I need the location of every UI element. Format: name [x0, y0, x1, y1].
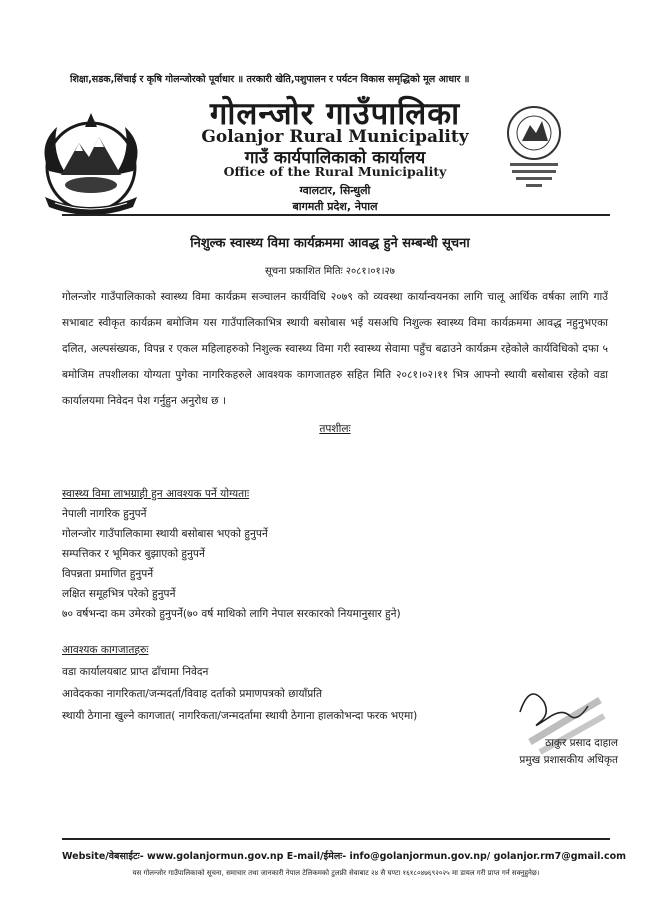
list-item: ७० वर्षभन्दा कम उमेरको हुनुपर्ने(७० वर्ष माथिको लागि नेपाल सरकारको नियमानुसार हुने)	[62, 608, 401, 620]
footer-contact: Website/वेबसाईटः- www.golanjormun.gov.np E-mail/ईमेलः- info@golanjormun.gov.np/ golanjor.rm7@gmail.com	[62, 851, 627, 862]
motto-line: शिक्षा,सडक,सिंचाई र कृषि गोलन्जोरको पूर्वाधार ॥ तरकारी खेति,पशुपालन र पर्यटन विकास समृद्धिको मूल आधार ॥	[70, 74, 470, 85]
nepal-emblem-icon	[27, 105, 155, 220]
list-item: नेपाली नागरिक हुनुपर्ने	[62, 508, 147, 520]
documents-heading: आवश्यक कागजातहरुः	[62, 644, 149, 656]
list-item: गोलन्जोर गाउँपालिकामा स्थायी बसोबास भएको हुनुपर्ने	[62, 528, 268, 540]
list-item: लक्षित समूहभित्र परेको हुनुपर्ने	[62, 588, 176, 600]
address-line-2: बागमती प्रदेश, नेपाल	[292, 200, 378, 213]
footer-note: यस गोलन्जोर गाउँपालिकाको सूचना, समाचार तथा जानकारी नेपाल टेलिकमको टुलफ्री सेवाबाट २४ सै घण्टा १६१८०४७६९२०२५ मा डायल गरी प्राप्त गर्न सक्नुहुनेछ।	[132, 869, 540, 877]
published-date: सूचना प्रकाशित मितिः २०८१।०१।२७	[265, 266, 395, 277]
tapashil-heading: तपशीलः	[319, 423, 351, 435]
notice-body	[62, 284, 608, 442]
signatory-name: ठाकुर प्रसाद दाहाल	[545, 737, 618, 749]
list-item: सम्पत्तिकर र भूमिकर बुझाएको हुनुपर्ने	[62, 548, 205, 560]
office-seal-icon	[500, 103, 568, 193]
header-divider	[62, 214, 610, 216]
eligibility-section	[62, 484, 608, 624]
notice-title: निशुल्क स्वास्थ्य विमा कार्यक्रममा आवद्ध हुने सम्बन्धी सूचना	[190, 236, 470, 251]
footer-divider	[62, 838, 610, 840]
signatory-title: प्रमुख प्रशासकीय अधिकृत	[519, 754, 618, 766]
eligibility-heading: स्वास्थ्य विमा लाभग्राही हुन आवश्यक पर्ने योग्यताः	[62, 488, 250, 500]
list-item: आवेदकका नागरिकता/जन्मदर्ता/विवाह दर्ताको प्रमाणपत्रको छायाँप्रति	[62, 688, 323, 700]
municipality-name-np: गोलन्जोर गाउँपालिका	[209, 96, 461, 132]
address-line-1: ग्वालटार, सिन्धुली	[299, 184, 371, 197]
list-item: वडा कार्यालयबाट प्राप्त ढाँचामा निवेदन	[62, 666, 209, 678]
list-item: स्थायी ठेगाना खुल्ने कागजात( नागरिकता/जन्मदर्तामा स्थायी ठेगाना हालकोभन्दा फरक भएमा)	[62, 710, 418, 722]
list-item: विपन्नता प्रमाणित हुनुपर्ने	[62, 568, 154, 580]
documents-section	[62, 639, 502, 727]
municipality-name-en: Golanjor Rural Municipality	[201, 127, 469, 147]
notice-paragraph: गोलन्जोर गाउँपालिकाको स्वास्थ्य विमा कार्यक्रम सञ्चालन कार्यविधि २०७९ को व्यवस्था कार्यान्वयनका लागि चालू आर्थिक वर्षका लागि गाउँ सभाबाट स्वीकृत कार्यक्रम बमोजिम यस गाउँपालिकाभित्र स्थायी बसोबास भई यसअघि निशुल्क स्वास्थ्य विमा कार्यक्रममा आवद्ध नहुनुभएका दलित, अल्पसंख्यक, विपन्न र एकल महिलाहरुको निशुल्क स्वास्थ्य विमा गरी स्वास्थ्य सेवामा पहुँच बढाउने कार्यक्रम रहेकोले कार्यविधिको दफा ५ बमोजिम तपशीलका योग्यता पुगेका नागरिकहरुले आवश्यक कागजातहरु सहित मिति २०८१।०२।११ भित्र आफ्नो स्थायी बसोबास रहेको वडा कार्यालयमा निवेदन पेश गर्नुहुन अनुरोध छ ।	[62, 291, 608, 407]
office-name-np: गाउँ कार्यपालिकाको कार्यालय	[244, 148, 426, 168]
office-name-en: Office of the Rural Municipality	[223, 164, 447, 179]
